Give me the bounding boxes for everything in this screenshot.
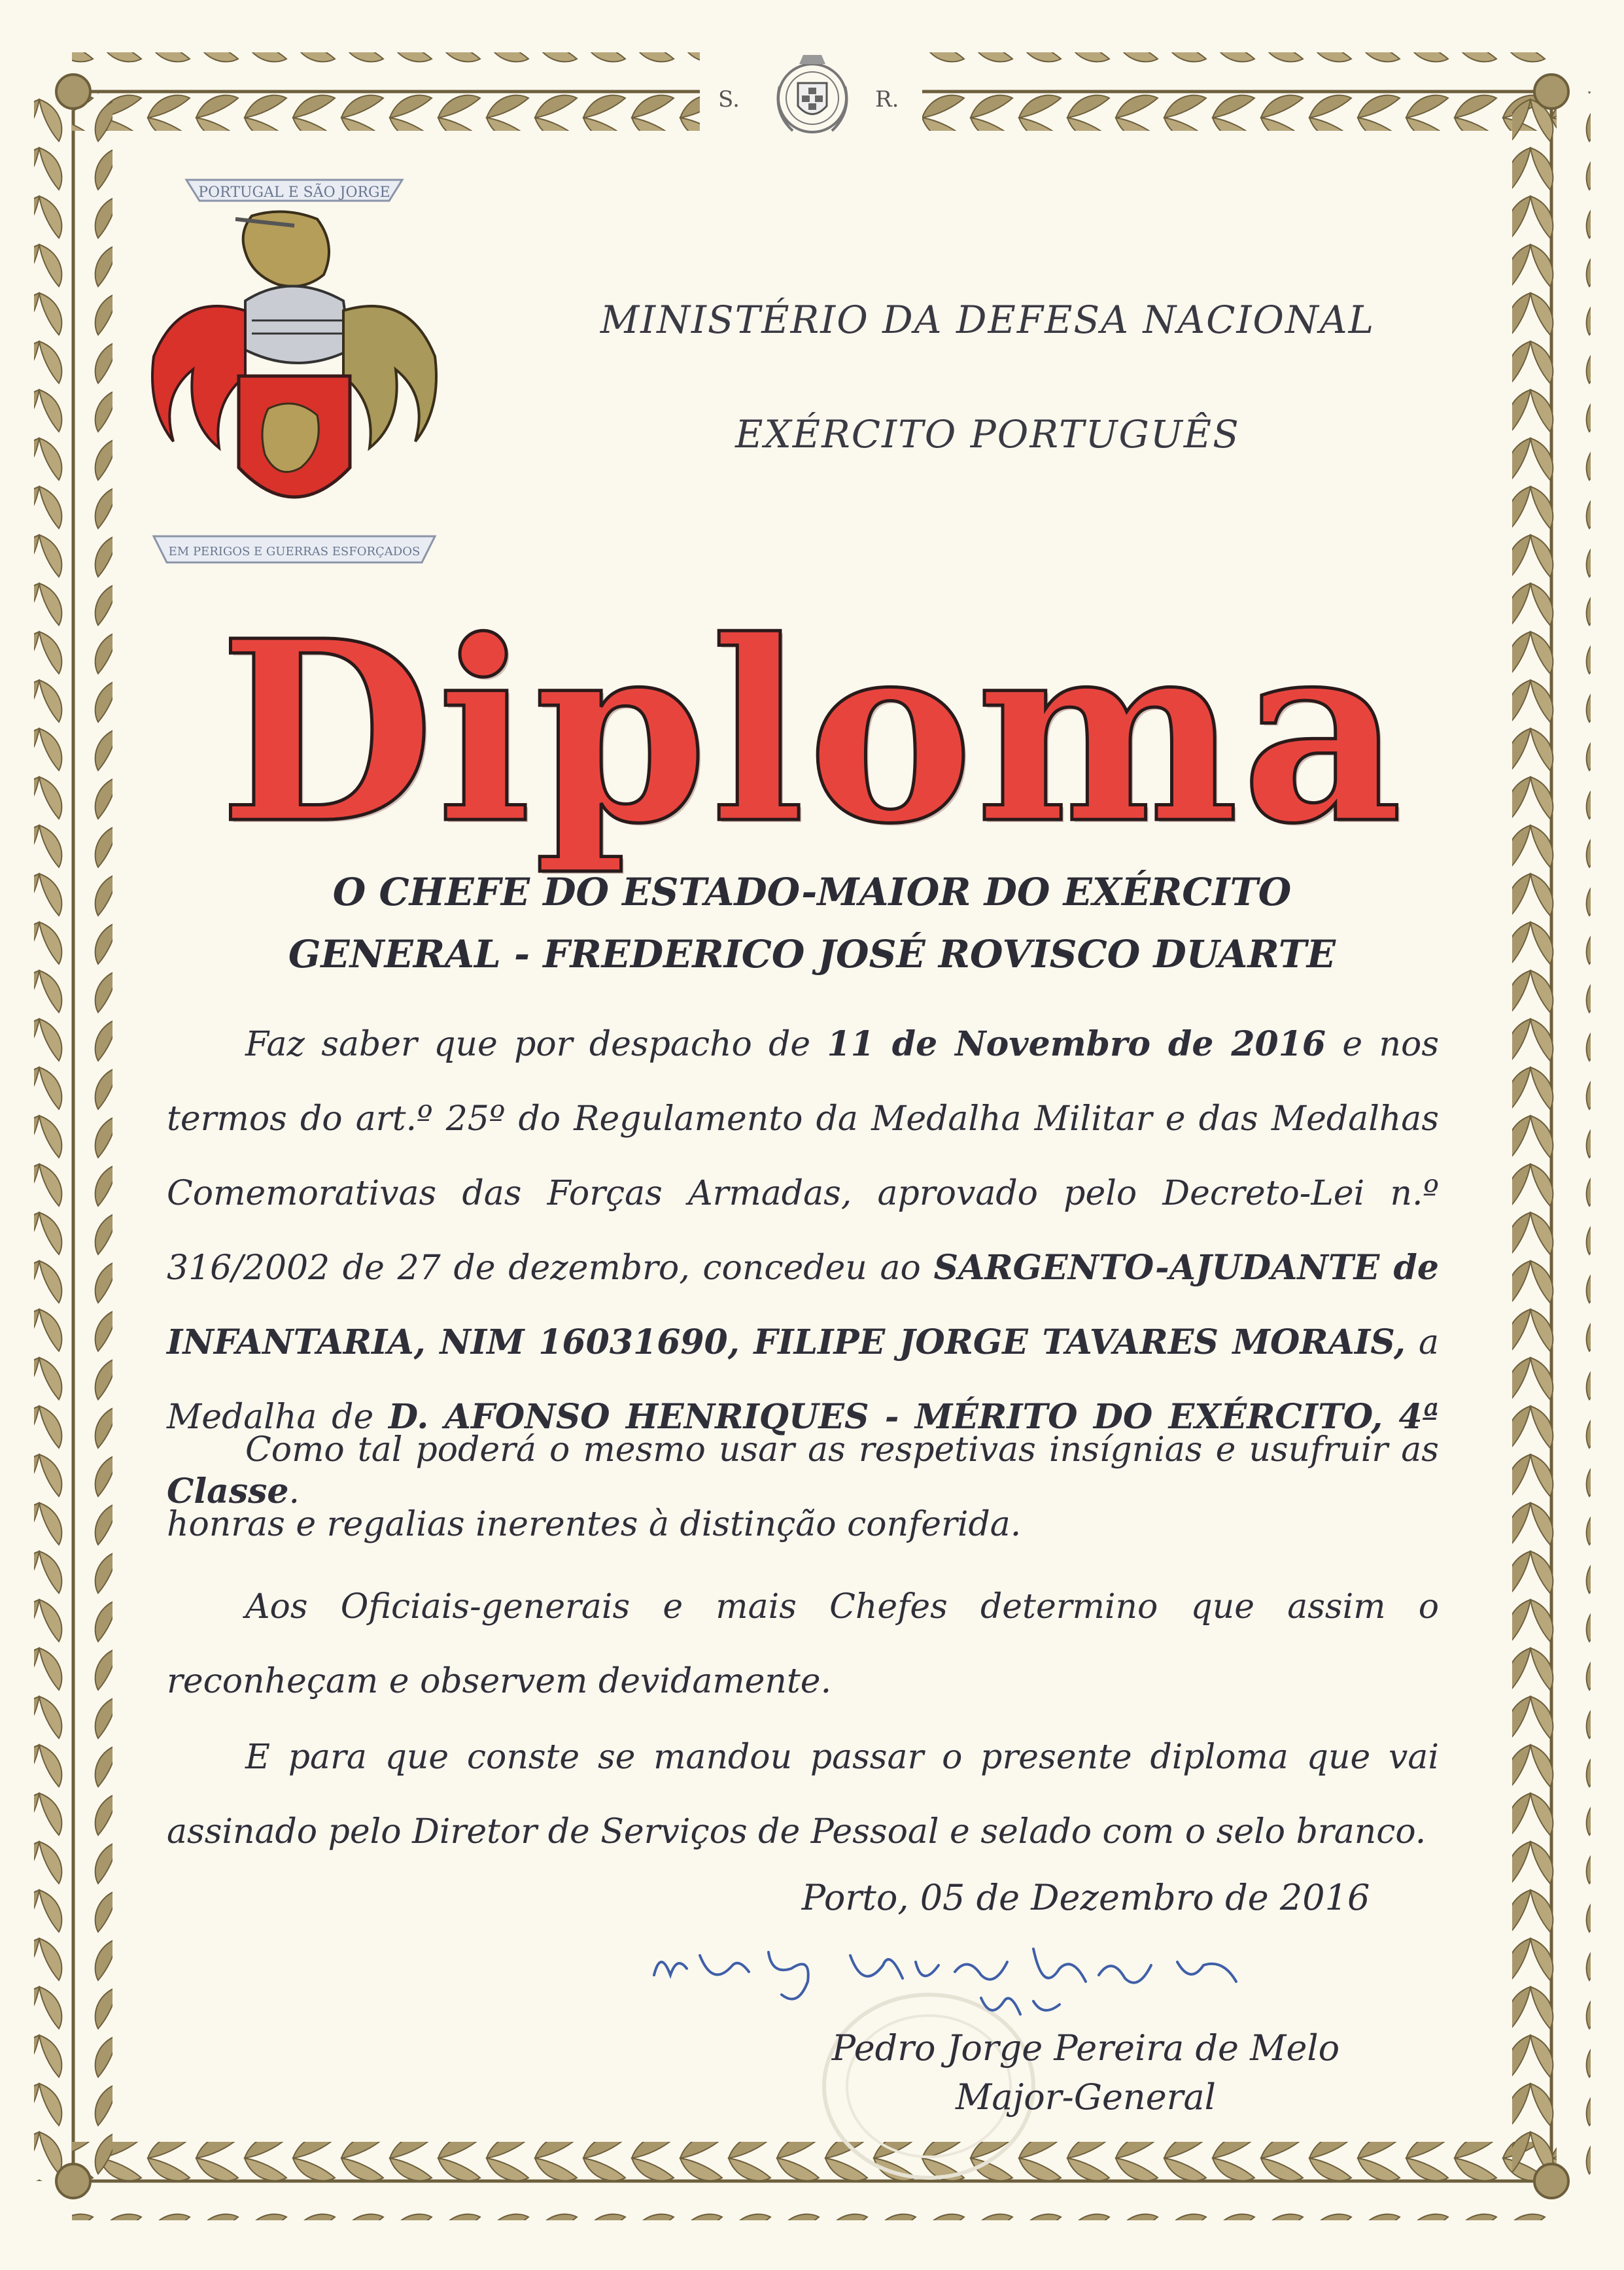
closing-paragraph bbox=[167, 1720, 1439, 1869]
chief-name: GENERAL - FREDERICO JOSÉ ROVISCO DUARTE bbox=[288, 932, 1336, 976]
signer-rank: Major-General bbox=[956, 2076, 1216, 2118]
rights-paragraph bbox=[167, 1413, 1439, 1562]
signer-name: Pedro Jorge Pereira de Melo bbox=[831, 2027, 1340, 2069]
handwritten-signature bbox=[641, 1929, 1308, 2027]
rights-text: Como tal poderá o mesmo usar as respetivas insígnias e usufruir as honras e regalias inerentes à distinção conferida. bbox=[167, 1430, 1439, 1544]
para1-medal-intro: a Medalha de bbox=[167, 1323, 1440, 1437]
recognition-text: Aos Oficiais-generais e mais Chefes determino que assim o reconheçam e observem devidamente. bbox=[167, 1587, 1439, 1701]
para1-intro: Faz saber que por despacho de bbox=[245, 1025, 827, 1064]
para1-legal-basis: e nos termos do art.º 25º do Regulamento da Medalha Militar e das Medalhas Comemorativas das Forças Armadas, aprovado pelo Decreto-Lei n.º 316/2002 de 27 de dezembro, concedeu ao bbox=[167, 1025, 1439, 1288]
para1-end: . bbox=[288, 1472, 300, 1511]
coat-banner-bottom: EM PERIGOS E GUERRAS ESFORÇADOS bbox=[168, 545, 421, 559]
army-name: EXÉRCITO PORTUGUÊS bbox=[735, 412, 1240, 456]
sr-left-letter: S. bbox=[718, 86, 740, 112]
recipient-name: SARGENTO-AJUDANTE de INFANTARIA, NIM 16031690, FILIPE JORGE TAVARES MORAIS, bbox=[167, 1248, 1439, 1362]
place-and-date: Porto, 05 de Dezembro de 2016 bbox=[801, 1877, 1370, 1918]
army-coat-of-arms-icon bbox=[141, 160, 448, 592]
chief-title: O CHEFE DO ESTADO-MAIOR DO EXÉRCITO bbox=[332, 870, 1292, 914]
diploma-title: Diploma bbox=[218, 586, 1406, 878]
recognition-paragraph bbox=[167, 1570, 1439, 1719]
decision-date: 11 de Novembro de 2016 bbox=[827, 1024, 1326, 1064]
ministry-name: MINISTÉRIO DA DEFESA NACIONAL bbox=[600, 298, 1375, 342]
closing-text: E para que conste se mandou passar o presente diploma que vai assinado pelo Diretor de Serviços de Pessoal e selado com o selo branco. bbox=[167, 1738, 1439, 1851]
portuguese-republic-seal-icon bbox=[767, 47, 858, 145]
medal-name: D. AFONSO HENRIQUES - MÉRITO DO EXÉRCITO, 4ª Classe bbox=[167, 1397, 1439, 1511]
coat-banner-top: PORTUGAL E SÃO JORGE bbox=[198, 184, 390, 201]
sr-right-letter: R. bbox=[875, 86, 899, 112]
